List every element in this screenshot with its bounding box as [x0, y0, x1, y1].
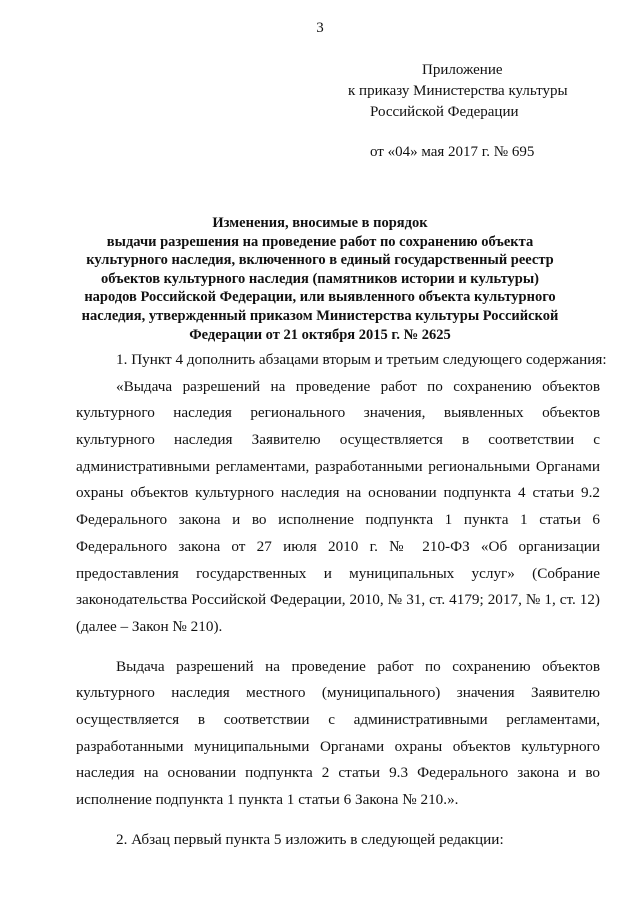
- title-line: наследия, утвержденный приказом Министерства культуры Российской: [81, 307, 559, 324]
- title-line: выдачи разрешения на проведение работ по сохранению объекта: [106, 233, 534, 250]
- body-line: Федерального закона и во исполнение подпункта 1 пункта 1 статьи 6: [76, 511, 600, 529]
- body-line: культурного наследия регионального значения, выявленных объектов: [76, 404, 600, 422]
- body-line: осуществляется в соответствии с административными регламентами,: [76, 710, 600, 728]
- body-line: «Выдача разрешений на проведение работ по сохранению объектов: [116, 377, 600, 395]
- title-line: Федерации от 21 октября 2015 г. № 2625: [189, 326, 451, 343]
- body-line: (далее – Закон № 210).: [76, 617, 223, 635]
- appendix-label: Приложение: [422, 62, 503, 78]
- body-line: исполнение подпункта 1 пункта 1 статьи 6 Закона № 210.».: [76, 791, 459, 808]
- body-line: культурного наследия местного (муниципального) значения Заявителю: [76, 684, 600, 702]
- appendix-block: [330, 60, 610, 163]
- body-line: Выдача разрешений на проведение работ по сохранению объектов: [116, 657, 600, 675]
- body-line: административными регламентами, разработанными региональными Органами: [76, 457, 600, 475]
- document-title: [60, 214, 580, 344]
- title-line: культурного наследия, включенного в единый государственный реестр: [86, 252, 554, 269]
- body-line: 2. Абзац первый пункта 5 изложить в следующей редакции:: [116, 830, 504, 848]
- body-line: разработанными муниципальными Органами охраны объектов культурного: [76, 737, 600, 755]
- body-line: законодательства Российской Федерации, 2010, № 31, ст. 4179; 2017, № 1, ст. 12): [76, 591, 600, 609]
- body-line: наследия на основании подпункта 2 статьи 9.3 Федерального закона и во: [76, 764, 600, 782]
- document-body: [76, 347, 607, 853]
- body-line: 1. Пункт 4 дополнить абзацами вторым и третьим следующего содержания:: [116, 351, 607, 368]
- appendix-date: от «04» мая 2017 г. № 695: [370, 144, 535, 160]
- body-line: культурного наследия Заявителю осуществляется в соответствии с: [76, 431, 600, 449]
- appendix-federation: Российской Федерации: [370, 104, 519, 120]
- body-line: охраны объектов культурного наследия на основании подпункта 4 статьи 9.2: [76, 484, 600, 502]
- title-line: Изменения, вносимые в порядок: [212, 215, 428, 231]
- page-number: 3: [316, 20, 324, 36]
- title-line: народов Российской Федерации, или выявленного объекта культурного: [84, 289, 556, 306]
- body-line: Федерального закона от 27 июля 2010 г. № 210-ФЗ «Об организации: [76, 537, 600, 555]
- appendix-order-ref: к приказу Министерства культуры: [348, 83, 568, 99]
- body-line: предоставления государственных и муниципальных услуг» (Собрание: [76, 564, 600, 582]
- title-line: объектов культурного наследия (памятников истории и культуры): [100, 270, 539, 287]
